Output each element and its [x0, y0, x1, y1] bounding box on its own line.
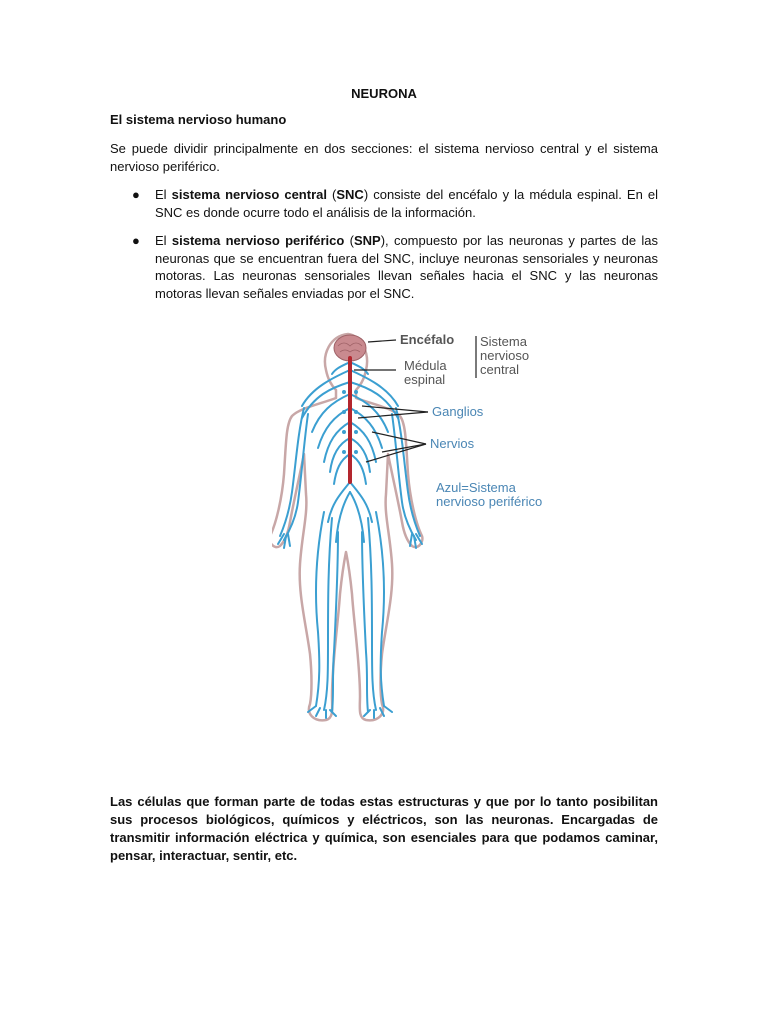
label-ganglios: Ganglios [432, 404, 484, 419]
bullet-text: ), compuesto por las neuronas y partes de las neuronas que se encuentran fuera del SNC, incluye neuronas sensoriales y neuronas motoras. Las neuronas sensoriales llevan señales hacia el SNC y las neuronas motoras llevan señales enviadas por el SNC. [155, 233, 658, 301]
bullet-text: El [155, 233, 172, 248]
bullet-text: El [155, 187, 172, 202]
nervous-system-figure [272, 322, 572, 732]
label-snc-3: central [480, 362, 520, 377]
bullet-text: ( [344, 233, 354, 248]
intro-paragraph: Se puede dividir principalmente en dos secciones: el sistema nervioso central y el sistema nervioso periférico. [110, 141, 658, 174]
label-snp-2: nervioso periférico [436, 494, 543, 509]
body-outline [272, 334, 422, 720]
bullet-list [110, 186, 658, 313]
document-title: NEURONA [351, 86, 417, 101]
label-medula-2: espinal [404, 372, 446, 387]
label-snc-1: Sistema [480, 334, 527, 349]
bullet-icon: ● [132, 233, 140, 248]
label-nervios: Nervios [430, 436, 475, 451]
bullet-bold-abbr: SNP [353, 233, 381, 248]
bullet-bold-abbr: SNC [336, 187, 364, 202]
bullet-icon: ● [132, 187, 140, 202]
bullet-snc [110, 186, 658, 221]
bullet-snp [110, 232, 658, 302]
label-medula-1: Médula [404, 358, 447, 373]
label-snc-2: nervioso [480, 348, 530, 363]
closing-paragraph: Las células que forman parte de todas estas estructuras y que por lo tanto posibilitan sus procesos biológicos, químicos y eléctricos, son las neuronas. Encargadas de transmitir información eléctrica y química, son esenciales para que podamos caminar, pensar, interactuar, sentir, etc. [110, 794, 658, 863]
bullet-text: ) consiste del encéfalo y la médula espinal. En el SNC es donde ocurre todo el análisis de la información. [155, 187, 658, 220]
section-heading: El sistema nervioso humano [110, 112, 287, 127]
bullet-bold-term: sistema nervioso central [171, 187, 327, 202]
bullet-bold-term: sistema nervioso periférico [171, 233, 345, 248]
label-snp-1: Azul=Sistema [436, 480, 516, 495]
label-encefalo: Encéfalo [400, 332, 455, 347]
bullet-text: ( [326, 187, 337, 202]
